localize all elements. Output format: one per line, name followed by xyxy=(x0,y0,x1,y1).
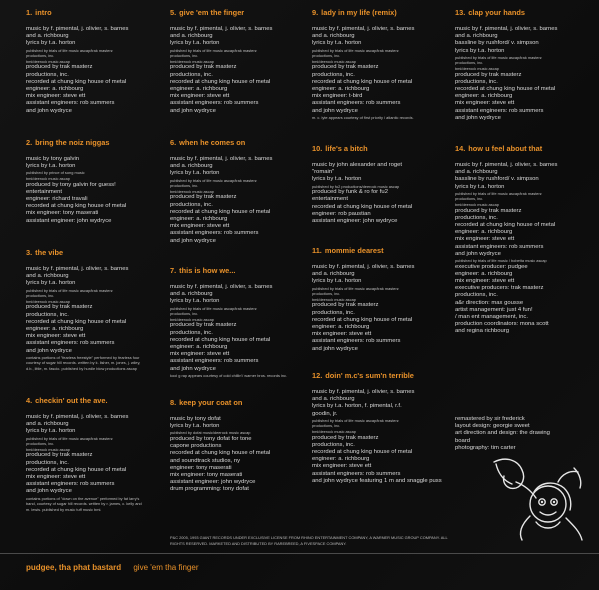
publishing-note: productions, inc. xyxy=(455,196,484,202)
publishing-note: bmi/deerock music ascap xyxy=(26,58,70,64)
credit-line: "romain" xyxy=(312,169,335,176)
credit-line: recorded at chung king house of metal xyxy=(312,78,413,85)
publishing-note: bmi/deerock music ascap xyxy=(26,446,70,452)
track-title: the vibe xyxy=(35,248,64,257)
credit-line: music by f. pimental, j. olivier, s. barnes xyxy=(170,26,273,32)
credit-line: assistant engineer: john wydryce xyxy=(26,217,112,224)
credit-line: productions, inc. xyxy=(170,71,213,78)
credit-line: engineer: a. richbourg xyxy=(312,324,370,330)
credit-line: recorded at chung king house of metal xyxy=(312,316,413,323)
credit-line: engineer: a. richbourg xyxy=(455,93,513,100)
credit-line: assistant engineers: rob summers xyxy=(26,340,115,347)
credit-line: and john wydryce xyxy=(26,107,72,114)
credit-line: music by f. pimental, j. olivier, s. barnes xyxy=(26,414,129,420)
credit-line: mix engineer: steve ett xyxy=(455,236,515,243)
publishing-note: contains portions of "fearless freestyle" performed by fearless four xyxy=(26,354,140,360)
publishing-note: kool g rap appears courtesy of cold chillin'/ warner bros. records inc. xyxy=(170,372,288,378)
credit-line: engineer: a. richbourg xyxy=(312,456,370,463)
credit-line: artist management: just 4 fun! xyxy=(455,306,533,313)
track-number: 10. xyxy=(312,144,323,153)
credit-line: assistant engineer: john wydryce xyxy=(312,218,398,225)
credit-line: and a. richbourg xyxy=(170,291,213,298)
credit-line: productions, inc. xyxy=(455,214,498,221)
credit-line: music by f. pimental, j. olivier, s. barnes xyxy=(26,266,129,272)
credit-line: recorded at chung king house of metal xyxy=(170,78,271,85)
credit-line: engineer: a. richbourg xyxy=(455,270,513,277)
art-direction-credit-cont: board xyxy=(455,437,471,444)
track-credits xyxy=(26,396,164,512)
credit-line: engineer: a. richbourg xyxy=(312,86,370,92)
publishing-note: bmi/deerock music ascap xyxy=(312,429,356,434)
credit-line: engineer: a. richbourg xyxy=(170,86,228,92)
credit-line: and john wydryce xyxy=(170,107,216,114)
credit-line: music by f. pimental, j. olivier, s. barnes xyxy=(455,26,558,32)
credit-line: a&r direction: max gousse xyxy=(455,299,524,306)
publishing-note: published by trials of life music ascap/trak masterz xyxy=(170,177,257,183)
track-title: life's a bitch xyxy=(325,144,368,153)
publishing-note: m. c. lyte appears courtesy of first priority / atlantic records. xyxy=(312,114,414,120)
credit-line: lyrics by t.a. horton xyxy=(170,298,220,305)
credit-line: mix engineer: tony maserati xyxy=(26,210,99,217)
credit-line: produced by trak masterz xyxy=(26,452,93,459)
track-title: bring the noiz niggas xyxy=(35,138,110,147)
credit-line: music by f. pimental, j. olivier, s. barnes xyxy=(312,26,415,32)
credit-line: assistant engineers: rob summers xyxy=(455,243,544,250)
credit-line: productions, inc. xyxy=(26,311,69,318)
cartoon-character-illustration xyxy=(488,452,588,544)
credit-line: lyrics by t.a. horton xyxy=(26,40,76,47)
publishing-note: contains portions of "down on the avenue" performed by fat larry's xyxy=(26,495,140,501)
track-credits xyxy=(312,371,450,485)
credit-line: mix engineer: tony maserati xyxy=(170,472,243,479)
track-credits xyxy=(312,8,450,120)
credit-line: goodin, jr. xyxy=(312,410,338,417)
track-heading xyxy=(170,8,308,17)
credit-line: and john wydryce xyxy=(455,250,501,257)
credit-line: music by f. pimental, j. olivier, s. barnes xyxy=(170,284,273,290)
track-heading xyxy=(26,396,164,405)
credit-line: engineer: rob paustian xyxy=(312,210,371,217)
credit-line: mix engineer: t-bird xyxy=(312,93,363,100)
track-credits xyxy=(455,8,593,122)
track-number: 5. xyxy=(170,8,177,17)
credit-line: entertainment xyxy=(312,196,349,203)
track-number: 7. xyxy=(170,266,177,275)
credit-line: produced by trak masterz xyxy=(455,71,522,78)
track-title: how u feel about that xyxy=(468,144,543,153)
credit-line: and a. richbourg xyxy=(312,33,355,40)
track-title: intro xyxy=(35,8,52,17)
track-title: give 'em the finger xyxy=(179,8,245,17)
publishing-note: d.b., little, m. fascio. published by hurdle blow productions ascap xyxy=(26,366,137,371)
credit-line: engineer: richard travali xyxy=(26,196,88,202)
track-title: doin' m.c's sum'n terrible xyxy=(325,371,414,380)
publishing-note: bmi/deerock music ascap xyxy=(170,316,214,322)
credit-line: produced by trak masterz xyxy=(312,64,379,71)
credit-line: and john wydryce xyxy=(312,345,358,352)
art-direction-credit: art direction and design: the drawing xyxy=(455,430,550,437)
credit-line: productions, inc. xyxy=(312,309,355,316)
publishing-note: published by trials of life music / bobetta music ascap xyxy=(455,258,547,264)
credit-line: and a. richbourg xyxy=(455,33,498,40)
track-title: when he comes on xyxy=(179,138,246,147)
publishing-note: productions, inc. xyxy=(26,441,55,447)
publishing-note: published by trials of life music ascap/trak masterz xyxy=(312,285,399,291)
credit-line: produced by tony dofat for tone xyxy=(170,436,252,442)
credit-line: lyrics by t.a. horton xyxy=(455,47,505,54)
publishing-note: bmi/deerock music ascap xyxy=(170,58,214,64)
credit-line: recorded at chung king house of metal xyxy=(26,78,127,85)
credit-line: recorded at chung king house of metal xyxy=(26,203,127,210)
credit-line: and john wydryce xyxy=(170,365,216,372)
track-heading xyxy=(312,144,450,153)
track-number: 13. xyxy=(455,8,466,17)
credit-line: and regina richbourg xyxy=(455,328,510,335)
track-credits xyxy=(170,266,308,378)
publishing-note: published by trials of life music ascap/trak masterz xyxy=(170,47,257,53)
credit-line: engineer: a. richbourg xyxy=(26,86,84,92)
credit-line: music by f. pimental, j. olivier, s. barnes xyxy=(26,26,129,32)
track-credits xyxy=(170,8,308,115)
credit-line: productions, inc. xyxy=(26,459,69,466)
track-credits xyxy=(312,144,450,225)
track-heading xyxy=(312,246,450,255)
photography-credit: photography: tim carter xyxy=(455,444,516,451)
publishing-note: published by prince of song music xyxy=(26,170,85,176)
credit-line: assistant engineers: rob summers xyxy=(312,338,401,345)
credit-line: lyrics by t.a. horton xyxy=(26,163,76,170)
credit-line: and john wydryce xyxy=(312,107,358,114)
credit-line: recorded at chung king house of metal xyxy=(312,449,413,455)
track-number: 11. xyxy=(312,246,322,255)
credit-line: recorded at chung king house of metal xyxy=(455,222,556,228)
credit-line: produced by trak masterz xyxy=(170,64,237,71)
production-credits xyxy=(455,416,595,452)
credit-line: and john wydryce xyxy=(26,488,72,495)
credit-line: productions, inc. xyxy=(170,201,213,208)
credit-line: and a. richbourg xyxy=(312,396,355,403)
publishing-note: published by trials of life music ascap/trak masterz xyxy=(455,190,542,196)
credit-line: and a. richbourg xyxy=(170,163,213,170)
credit-line: produced by trak masterz xyxy=(26,64,93,71)
credit-line: assistant engineers: rob summers xyxy=(170,230,259,237)
track-number: 2. xyxy=(26,138,33,147)
track-heading xyxy=(455,144,593,153)
remaster-credit: remastered by sir frederick xyxy=(455,416,525,422)
credit-line: lyrics by t.a. horton xyxy=(312,176,362,183)
credit-line: assistant engineers: rob summers xyxy=(170,358,259,365)
track-credits xyxy=(170,398,308,494)
credit-line: recorded at chung king house of metal xyxy=(26,318,127,325)
publishing-note: productions, inc. xyxy=(26,53,55,59)
track-title: this is how we... xyxy=(179,266,236,275)
track-title: mommie dearest xyxy=(324,246,384,255)
credit-line: lyrics by t.a. horton xyxy=(312,278,362,285)
track-credits xyxy=(312,246,450,353)
credit-line: bassline by rushford/ v. simpson xyxy=(455,176,539,183)
credit-line: music by f. pimental, j. olivier, s. barnes xyxy=(312,389,415,395)
publishing-note: bmi/deerock music ascap xyxy=(312,58,356,64)
footer-divider xyxy=(0,553,599,554)
credit-line: and john wydryce xyxy=(26,347,72,354)
publishing-note: productions, inc. xyxy=(455,60,484,66)
track-heading xyxy=(170,138,308,147)
credit-line: and a. richbourg xyxy=(312,271,355,278)
credit-line: engineer: tony maserati xyxy=(170,464,232,471)
credit-line: and a. richbourg xyxy=(455,169,498,176)
credit-line: production coordinators: mona scott xyxy=(455,321,549,328)
track-credits xyxy=(26,248,164,372)
credit-line: produced by trak masterz xyxy=(312,302,379,309)
credit-line: music by f. pimental, j. olivier, s. barnes xyxy=(312,264,415,270)
publishing-note: published by trials of life music ascap/trak masterz xyxy=(312,417,399,423)
track-credits xyxy=(26,138,164,225)
layout-credit: layout design: georgie sweet xyxy=(455,423,530,430)
credit-line: and a. richbourg xyxy=(26,33,69,40)
track-credits xyxy=(26,8,164,115)
credit-line: mix engineer: steve ett xyxy=(455,278,515,285)
credit-line: recorded at chung king house of metal xyxy=(170,208,271,215)
credit-line: recorded at chung king house of metal xyxy=(26,466,127,473)
artist-name: pudgee, tha phat bastard xyxy=(26,563,122,572)
credit-line: recorded at chung king house of metal xyxy=(312,203,413,210)
credit-line: produced by trak masterz xyxy=(170,322,237,329)
credit-line: produced by trak masterz xyxy=(170,194,237,201)
credit-line: engineer: a. richbourg xyxy=(170,344,228,350)
publishing-note: bmi/deerock music ascap xyxy=(455,202,499,207)
track-credits xyxy=(170,138,308,245)
credit-line: mix engineer: steve ett xyxy=(26,333,86,340)
track-heading xyxy=(26,8,164,17)
credit-line: productions, inc. xyxy=(170,329,213,336)
publishing-note: bmi/deerock music ascap xyxy=(170,188,214,194)
publishing-note: bmi/deerock music ascap xyxy=(26,176,70,181)
track-heading xyxy=(26,138,164,147)
credit-line: music by f. pimental, j. olivier, s. barnes xyxy=(170,156,273,162)
credit-line: and a. richbourg xyxy=(26,273,69,280)
credit-line: and john wydryce xyxy=(455,114,501,121)
publishing-note: published by dofat music/deerock music ascap xyxy=(170,430,251,436)
credit-line: executive producers: trak masterz xyxy=(455,285,544,292)
track-number: 1. xyxy=(26,8,33,17)
credit-line: produced by tony galvin for guess! xyxy=(26,181,116,188)
track-number: 4. xyxy=(26,396,33,405)
publishing-note: published by trials of life music ascap/trak masterz xyxy=(26,287,113,293)
publishing-note: productions, inc. xyxy=(312,291,341,297)
album-footer xyxy=(26,563,198,572)
publishing-note: productions, inc. xyxy=(170,53,199,59)
credit-line: productions, inc. xyxy=(26,71,69,78)
credit-line: productions, inc. xyxy=(312,71,355,78)
credit-line: mix engineer: steve ett xyxy=(170,93,230,100)
credit-line: drum programming: tony dofat xyxy=(170,486,249,493)
track-credits xyxy=(455,144,593,336)
publishing-note: productions, inc. xyxy=(170,183,199,189)
credit-line: music by tony dofat xyxy=(170,416,221,422)
track-number: 14. xyxy=(455,144,466,153)
credit-line: lyrics by t.a. horton xyxy=(170,40,220,47)
album-title: give 'em tha finger xyxy=(133,563,199,572)
publishing-note: productions, inc. xyxy=(26,293,55,299)
credit-line: and a. richbourg xyxy=(26,421,69,428)
track-heading xyxy=(312,371,450,380)
credit-line: productions, inc. xyxy=(455,292,498,299)
track-number: 9. xyxy=(312,8,319,17)
credit-line: music by tony galvin xyxy=(26,156,80,162)
publishing-note: published by trials of life music ascap/trak masterz xyxy=(455,54,542,60)
credit-line: and soundtrack studios, ny xyxy=(170,457,241,464)
credit-line: engineer: a. richbourg xyxy=(170,216,228,222)
credit-line: assistant engineer: john wydryce xyxy=(170,479,256,486)
credit-line: lyrics by t.a. horton xyxy=(170,423,220,430)
credit-line: lyrics by t.a. horton xyxy=(170,170,220,177)
track-number: 12. xyxy=(312,371,323,380)
publishing-note: published by trials of life music ascap/trak masterz xyxy=(312,47,399,53)
credit-line: mix engineer: steve ett xyxy=(26,474,86,480)
publishing-note: bmi/deerock music ascap xyxy=(26,298,70,304)
publishing-note: published by trials of life music ascap/trak masterz xyxy=(26,435,113,441)
credit-line: mix engineer: steve ett xyxy=(170,351,230,358)
credit-line: mix engineer: steve ett xyxy=(312,331,372,338)
credit-line: and john wydryce xyxy=(170,237,216,244)
track-heading xyxy=(26,248,164,257)
track-heading xyxy=(170,398,308,407)
publishing-note: published by fu2 productions/deerock music ascap xyxy=(312,183,400,189)
credit-line: assistant engineers: rob summers xyxy=(312,100,401,107)
credit-line: produced by funk & ro for fu2 xyxy=(312,189,388,196)
publishing-note: productions, inc. xyxy=(170,311,199,317)
credit-line: entertainment xyxy=(26,188,63,195)
credit-line: / man ent management, inc. xyxy=(455,314,529,321)
credit-line: recorded at chung king house of metal xyxy=(170,336,271,343)
credit-line: productions, inc. xyxy=(312,441,355,448)
credit-line: produced by trak masterz xyxy=(312,434,379,441)
credit-line: lyrics by t.a. horton xyxy=(26,280,76,287)
credit-line: engineer: a. richbourg xyxy=(26,326,84,332)
publishing-note: courtesy of sugar hill records. written by k. lisher, m. jones, j. wiley, xyxy=(26,360,141,366)
publishing-note: productions, inc. xyxy=(312,423,341,429)
credit-line: bassline by rushford/ v. simpson xyxy=(455,40,539,47)
credit-line: and a. richbourg xyxy=(170,33,213,40)
credit-line: assistant engineers: rob summers xyxy=(170,100,259,107)
track-number: 6. xyxy=(170,138,177,147)
track-heading xyxy=(312,8,450,17)
track-title: keep your coat on xyxy=(179,398,243,407)
credit-line: mix engineer: steve ett xyxy=(170,223,230,230)
credit-line: lyrics by t.a. horton xyxy=(26,428,76,435)
credit-line: and john wydryce featuring 1 m and snaggle puss xyxy=(312,477,442,484)
track-title: clap your hands xyxy=(468,8,525,17)
publishing-note: published by trials of life music ascap/trak masterz xyxy=(26,47,113,53)
credit-line: lyrics by t.a. horton xyxy=(312,40,362,47)
legal-notice: P&C 2005, 1993 GIANT RECORDS UNDER EXCLUSIVE LICENSE FROM RHINO ENTERTAINMENT COMPANY, A WARNER MUSIC GROUP COMPANY. ALL RIGHTS RESERVED. MARKETED AND DISTRIBUTED BY RAREBREED, A FIVESPACE COMPANY. xyxy=(170,535,448,546)
credit-line: lyrics by t.a. horton, f. pimental, r.f. xyxy=(312,403,402,410)
publishing-note: band, courtesy of sugar hill records. written by r. james, c. kelly and xyxy=(26,501,142,507)
credit-line: produced by trak masterz xyxy=(455,207,522,214)
publishing-note: bmi/deerock music ascap xyxy=(312,296,356,302)
track-title: lady in my life (remix) xyxy=(321,8,397,17)
credit-line: assistant engineers: rob summers xyxy=(26,481,115,488)
credit-line: recorded at chung king house of metal xyxy=(455,86,556,92)
credit-line: assistant engineers: rob summers xyxy=(26,100,115,107)
credit-line: assistant engineers: rob summers xyxy=(455,107,544,114)
publishing-note: productions, inc. xyxy=(312,53,341,59)
publishing-note: m. lewis. published by music tuff music bmi. xyxy=(26,506,102,512)
credit-line: mix engineer: steve ett xyxy=(312,463,372,470)
credit-line: mix engineer: steve ett xyxy=(26,93,86,100)
track-number: 3. xyxy=(26,248,33,257)
credit-line: capone productions xyxy=(170,443,222,450)
credit-line: assistant engineers: rob summers xyxy=(312,470,401,477)
credit-line: mix engineer: steve ett xyxy=(455,100,515,107)
credit-line: music by f. pimental, j. olivier, s. barnes xyxy=(455,162,558,168)
credit-line: executive producer: pudgee xyxy=(455,263,528,270)
publishing-note: bmi/deerock music ascap xyxy=(455,66,499,71)
credit-line: productions, inc. xyxy=(455,78,498,85)
track-heading xyxy=(455,8,593,17)
credit-line: lyrics by t.a. horton xyxy=(455,183,505,190)
credit-line: produced by trak masterz xyxy=(26,304,93,311)
track-title: checkin' out the ave. xyxy=(35,396,108,405)
track-heading xyxy=(170,266,308,275)
credit-line: engineer: a. richbourg xyxy=(455,229,513,236)
track-number: 8. xyxy=(170,398,177,407)
publishing-note: published by trials of life music ascap/trak masterz xyxy=(170,305,257,311)
credit-line: music by john alexander and roget xyxy=(312,162,403,168)
credit-line: recorded at chung king house of metal xyxy=(170,450,271,457)
